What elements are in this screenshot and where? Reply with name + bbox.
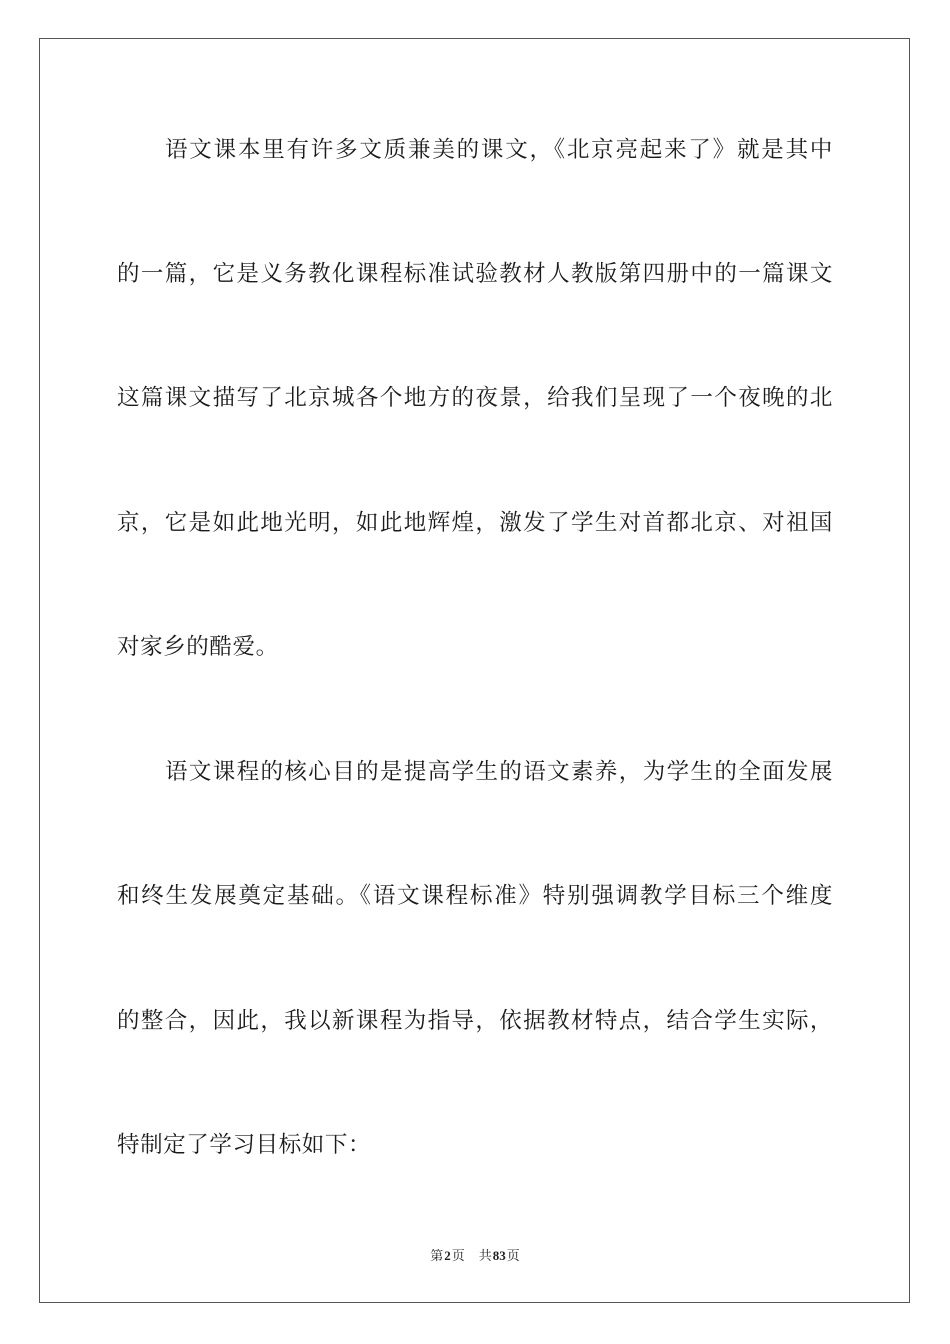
paragraph-1-line-3: 这篇课文描写了北京城各个地方的夜景，给我们呈现了一个夜晚的北 (117, 385, 833, 411)
total-prefix: 共 (478, 1249, 492, 1264)
page-frame (39, 38, 910, 1303)
page-footer (0, 1247, 950, 1266)
paragraph-1-line-5: 对家乡的酷爱。 (117, 634, 279, 660)
paragraph-2-line-3: 的整合，因此，我以新课程为指导，依据教材特点，结合学生实际， (117, 1008, 833, 1034)
page-suffix: 页 (451, 1249, 465, 1264)
paragraph-2-line-2: 和终生发展奠定基础。《语文课程标准》特别强调教学目标三个维度 (117, 883, 833, 909)
total-suffix: 页 (506, 1249, 520, 1264)
page-number: 2 (444, 1248, 451, 1263)
paragraph-1-line-4: 京，它是如此地光明，如此地辉煌，激发了学生对首都北京、对祖国 (117, 510, 833, 536)
paragraph-2-line-4: 特制定了学习目标如下： (117, 1132, 372, 1158)
paragraph-1-line-2: 的一篇，它是义务教化课程标准试验教材人教版第四册中的一篇课文 (117, 261, 833, 287)
total-pages: 83 (492, 1248, 506, 1263)
paragraph-1-line-1: 语文课本里有许多文质兼美的课文，《北京亮起来了》就是其中 (165, 137, 833, 163)
paragraph-2-line-1: 语文课程的核心目的是提高学生的语文素养，为学生的全面发展 (165, 759, 833, 785)
page-prefix: 第 (430, 1249, 444, 1264)
